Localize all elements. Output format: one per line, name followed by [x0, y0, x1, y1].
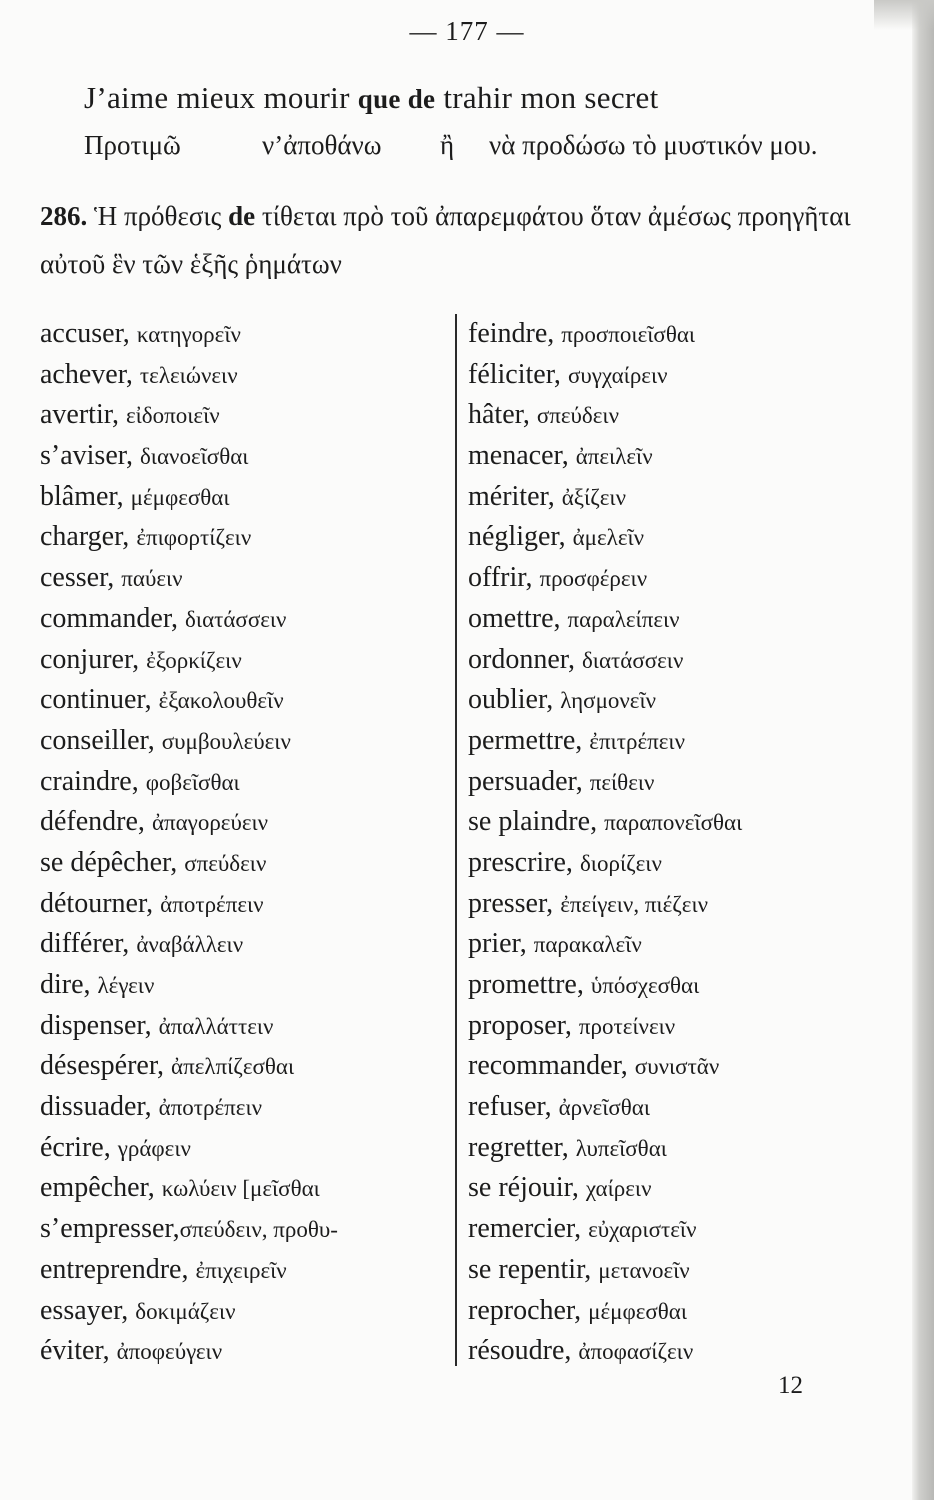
french-verb: mériter,: [468, 480, 562, 512]
greek-translation: μέμφεσθαι: [588, 1298, 688, 1324]
verb-entry: [468, 314, 742, 355]
french-verb: dissuader,: [40, 1091, 159, 1123]
greek-translation: παύειν: [121, 566, 183, 592]
greek-translation: διατάσσειν: [185, 606, 287, 632]
french-verb: cesser,: [40, 562, 122, 594]
verb-entry: [468, 802, 742, 843]
verb-entry: [40, 477, 338, 518]
greek-translation: συμβουλεύειν: [161, 728, 291, 754]
greek-translation: ἀπαλλάττειν: [158, 1013, 274, 1039]
verb-entry: [468, 436, 742, 477]
french-verb: menacer,: [468, 440, 576, 472]
greek-translation: ἀμελεῖν: [572, 525, 645, 551]
greek-translation: ἀξίζειν: [561, 484, 626, 510]
example-french-end: trahir mon secret: [435, 80, 659, 115]
french-verb: conjurer,: [40, 643, 147, 675]
greek-translation: ἀποτρέπειν: [158, 1095, 263, 1121]
greek-translation: λέγειν: [97, 973, 155, 998]
verb-entry: [40, 599, 338, 640]
greek-translation: λυπεῖσθαι: [575, 1135, 667, 1161]
rule-paragraph: [40, 192, 860, 288]
verb-entry: [40, 1250, 338, 1291]
french-verb: blâmer,: [40, 480, 131, 512]
french-verb: défendre,: [40, 806, 152, 838]
french-verb: remercier,: [468, 1213, 589, 1245]
french-verb: résoudre,: [468, 1335, 579, 1367]
french-verb: reprocher,: [468, 1294, 589, 1326]
greek-translation: ἀποφασίζειν: [578, 1339, 694, 1365]
verb-entry: [468, 599, 742, 640]
french-verb: hâter,: [468, 399, 537, 431]
greek-translation: ἐπιχειρεῖν: [195, 1257, 287, 1283]
example-french-bold: que de: [357, 84, 436, 114]
verb-entry: [468, 395, 742, 436]
greek-translation: σπεύδειν, προθυ-: [179, 1217, 338, 1243]
french-verb: éviter,: [40, 1335, 117, 1367]
french-verb: recommander,: [468, 1050, 635, 1082]
french-verb: achever,: [40, 358, 140, 390]
example-french: [84, 80, 659, 116]
french-verb: prier,: [468, 928, 534, 960]
verb-entry: [468, 355, 742, 396]
verb-entry: [468, 1168, 742, 1209]
greek-translation: εὐχαριστεῖν: [588, 1217, 697, 1243]
greek-translation: μέμφεσθαι: [130, 484, 230, 510]
verb-entry: [468, 1250, 742, 1291]
french-verb: écrire,: [40, 1131, 118, 1163]
french-verb: féliciter,: [468, 358, 568, 390]
column-divider: [455, 314, 457, 1366]
verb-entry: [40, 843, 338, 884]
verb-entry: [40, 1087, 338, 1128]
verb-entry: [40, 355, 338, 396]
verb-entry: [40, 762, 338, 803]
french-verb: s’aviser,: [40, 440, 140, 472]
greek-translation: ἐξορκίζειν: [146, 647, 242, 673]
french-verb: prescrire,: [468, 846, 580, 878]
verb-entry: [468, 640, 742, 681]
verb-entry: [468, 558, 742, 599]
greek-translation: ἀρνεῖσθαι: [558, 1095, 651, 1121]
verb-entry: [468, 721, 742, 762]
french-verb: dire,: [40, 969, 98, 1000]
greek-translation: ἀπειλεῖν: [575, 444, 653, 470]
verb-entry: [40, 395, 338, 436]
french-verb: se réjouir,: [468, 1172, 586, 1204]
french-verb: offrir,: [468, 562, 540, 594]
french-verb: persuader,: [468, 765, 590, 797]
verb-entry: [468, 517, 742, 558]
french-verb: se dépêcher,: [40, 846, 185, 878]
verb-entry: [40, 517, 338, 558]
verb-entry: [40, 1046, 338, 1087]
french-verb: proposer,: [468, 1009, 579, 1041]
rule-text-bold: de: [228, 201, 256, 231]
verb-entry: [468, 1087, 742, 1128]
greek-translation: χαίρειν: [585, 1176, 652, 1202]
greek-translation: κατηγορεῖν: [136, 322, 241, 347]
greek-translation: διορίζειν: [579, 850, 662, 876]
page-number: — 177 —: [409, 16, 525, 46]
french-verb: différer,: [40, 928, 137, 960]
verb-entry: [468, 477, 742, 518]
greek-translation: προσφέρειν: [539, 566, 648, 592]
greek-translation: ἐπιτρέπειν: [589, 728, 685, 754]
verb-entry: [40, 436, 338, 477]
verb-entry: [40, 1128, 338, 1169]
french-verb: refuser,: [468, 1091, 559, 1123]
verb-entry: [468, 843, 742, 884]
page-edge-shadow: [912, 0, 934, 1500]
greek-translation: λησμονεῖν: [560, 688, 657, 714]
french-verb: s’empresser,: [40, 1213, 180, 1245]
verb-entry: [40, 721, 338, 762]
french-verb: regretter,: [468, 1131, 576, 1163]
verb-entry: [468, 762, 742, 803]
verb-entry: [468, 680, 742, 721]
verb-entry: [40, 884, 338, 925]
french-verb: presser,: [468, 887, 561, 919]
verb-entry: [468, 884, 742, 925]
rule-text-start: Ἡ πρόθεσις: [87, 201, 229, 231]
verb-entry: [40, 640, 338, 681]
verb-entry: [40, 965, 338, 1006]
french-verb: craindre,: [40, 765, 146, 797]
french-verb: négliger,: [468, 521, 573, 553]
verb-entry: [40, 924, 338, 965]
greek-translation: ἀποτρέπειν: [160, 891, 264, 917]
greek-translation: γράφειν: [117, 1135, 191, 1161]
verb-entry: [468, 1128, 742, 1169]
french-verb: continuer,: [40, 684, 159, 716]
greek-translation: προτείνειν: [578, 1013, 676, 1039]
french-verb: entreprendre,: [40, 1253, 196, 1285]
verb-entry: [40, 1209, 338, 1250]
verb-entry: [468, 965, 742, 1006]
french-verb: se plaindre,: [468, 806, 605, 838]
greek-translation: διανοεῖσθαι: [139, 444, 249, 470]
example-french-start: J’aime mieux mourir: [84, 80, 358, 115]
greek-translation: ἀπαγορεύειν: [151, 810, 269, 836]
verb-entry: [40, 314, 338, 355]
greek-translation: προσποιεῖσθαι: [561, 322, 696, 347]
french-verb: commander,: [40, 602, 186, 634]
verb-entry: [468, 1209, 742, 1250]
verb-entry: [468, 1331, 742, 1372]
verb-entry: [40, 802, 338, 843]
greek-translation: εἰδοποιεῖν: [125, 403, 220, 429]
french-verb: détourner,: [40, 887, 161, 919]
french-verb: dispenser,: [40, 1009, 159, 1041]
verb-list-right: [468, 314, 742, 1372]
verb-entry: [40, 1331, 338, 1372]
signature-mark: 12: [778, 1372, 803, 1399]
french-verb: avertir,: [40, 399, 126, 431]
greek-translation: πείθειν: [589, 769, 655, 795]
greek-translation: μετανοεῖν: [598, 1257, 690, 1283]
greek-translation: διατάσσειν: [581, 647, 684, 673]
french-verb: empêcher,: [40, 1172, 162, 1204]
verb-entry: [40, 1006, 338, 1047]
greek-translation: φοβεῖσθαι: [145, 769, 240, 795]
greek-translation: ἐπιφορτίζειν: [136, 525, 252, 551]
french-verb: accuser,: [40, 318, 137, 349]
greek-translation: παραλείπειν: [567, 606, 680, 632]
greek-translation: παραπονεῖσθαι: [604, 810, 743, 836]
french-verb: permettre,: [468, 724, 590, 756]
french-verb: promettre,: [468, 969, 591, 1000]
example-greek-word-2: ν’ἀποθάνω: [262, 130, 382, 160]
french-verb: feindre,: [468, 318, 562, 349]
example-greek-word-1: Προτιμῶ: [84, 130, 181, 160]
french-verb: se repentir,: [468, 1253, 599, 1285]
greek-translation: σπεύδειν: [184, 850, 267, 876]
verb-entry: [40, 558, 338, 599]
verb-entry: [468, 924, 742, 965]
french-verb: oublier,: [468, 684, 561, 716]
example-greek-word-4: νὰ προδώσω τὸ μυστικόν μου.: [489, 130, 818, 160]
french-verb: ordonner,: [468, 643, 582, 675]
rule-text-end: τίθεται πρὸ τοῦ ἀπαρεμφάτου ὅταν ἀμέσως προηγῆται αὐτοῦ ἓν τῶν ἑξῆς ῥημάτων: [40, 201, 851, 279]
greek-translation: ἀναβάλλειν: [136, 932, 244, 958]
greek-translation: τελειώνειν: [139, 362, 238, 388]
verb-entry: [468, 1291, 742, 1332]
french-verb: conseiller,: [40, 724, 162, 756]
greek-translation: ἀπελπίζεσθαι: [171, 1054, 295, 1080]
verb-entry: [40, 680, 338, 721]
verb-entry: [40, 1291, 338, 1332]
french-verb: essayer,: [40, 1294, 136, 1326]
example-greek-word-3: ἢ: [440, 130, 455, 160]
french-verb: désespérer,: [40, 1050, 172, 1082]
greek-translation: δοκιμάζειν: [135, 1298, 236, 1324]
verb-list-left: [40, 314, 338, 1372]
greek-translation: παρακαλεῖν: [533, 932, 642, 958]
french-verb: omettre,: [468, 602, 568, 634]
greek-translation: ὑπόσχεσθαι: [590, 973, 700, 998]
rule-number: 286.: [40, 201, 88, 231]
french-verb: charger,: [40, 521, 137, 553]
greek-translation: ἀποφεύγειν: [116, 1339, 223, 1365]
greek-translation: συνιστᾶν: [634, 1054, 720, 1080]
verb-entry: [468, 1006, 742, 1047]
greek-translation: κωλύειν [μεῖσθαι: [161, 1176, 320, 1202]
greek-translation: ἐπείγειν, πιέζειν: [560, 891, 709, 917]
verb-entry: [40, 1168, 338, 1209]
greek-translation: συγχαίρειν: [567, 362, 668, 388]
greek-translation: ἐξακολουθεῖν: [158, 688, 284, 714]
verb-entry: [468, 1046, 742, 1087]
greek-translation: σπεύδειν: [536, 403, 619, 429]
